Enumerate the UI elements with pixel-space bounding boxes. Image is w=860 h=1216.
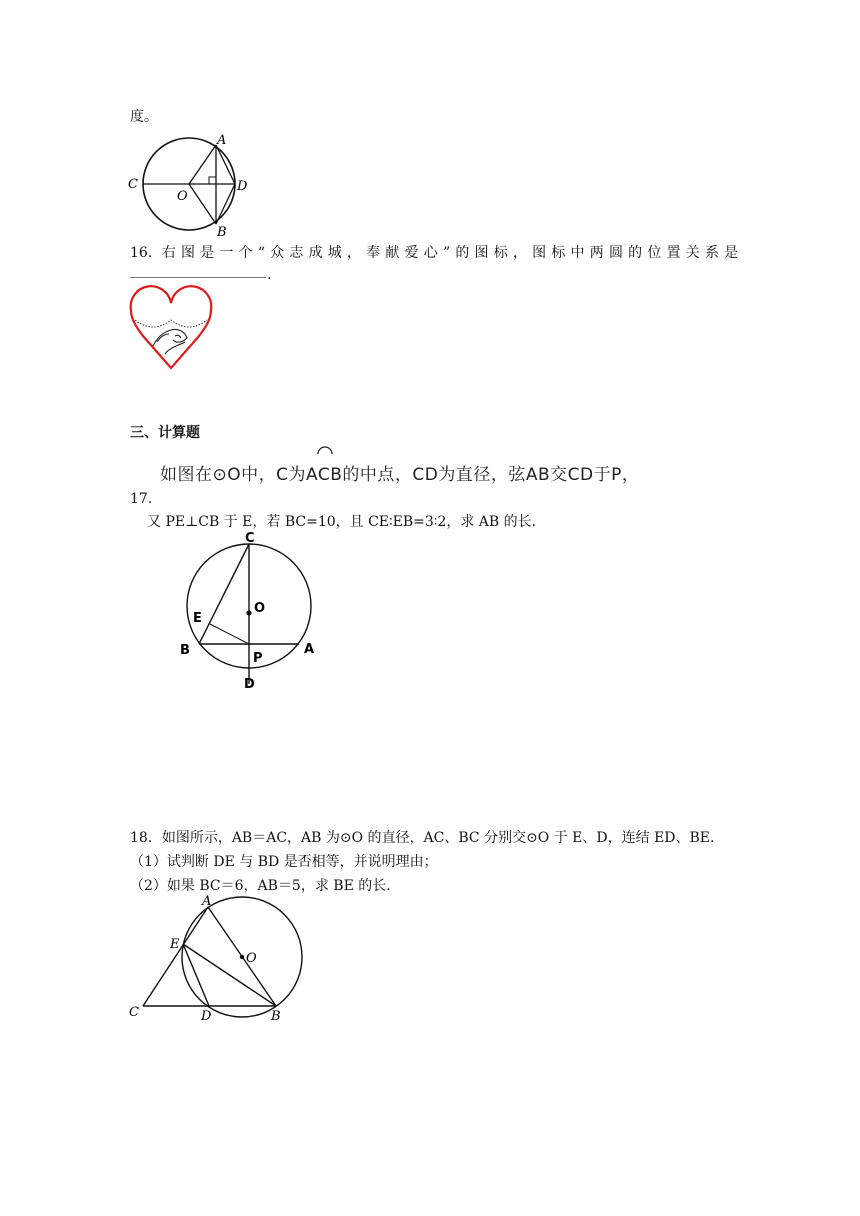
q15-line-oa (189, 145, 216, 184)
q18-line-ac (143, 907, 208, 1006)
q17-label-d: D (244, 677, 255, 692)
q17-label-c: C (245, 532, 255, 546)
q17-label-p: P (253, 651, 263, 666)
heart-outline (131, 286, 212, 368)
q16-answer-blank (130, 277, 266, 278)
q15-line-ob (189, 184, 216, 224)
q15-label-o: O (177, 189, 188, 204)
q15-label-b: B (217, 225, 227, 240)
q18-label-c: C (129, 1005, 139, 1020)
q15-right-angle-mark (209, 177, 216, 184)
heart-logo (127, 284, 217, 374)
q15-label-a: A (217, 133, 227, 148)
q17-line2: 又 PE⊥CB 于 E，若 BC=10，且 CE∶EB=3∶2，求 AB 的长. (147, 514, 537, 530)
q18-center-dot (240, 955, 244, 959)
q17-number: 17． (130, 491, 162, 507)
q18-label-a: A (202, 894, 212, 909)
q17-label-b: B (180, 643, 190, 658)
q17-figure (170, 532, 330, 692)
heart-dotted-arcs (135, 320, 207, 327)
q17-label-o: O (254, 601, 266, 616)
q15-line-bd (216, 184, 235, 224)
q18-figure (125, 892, 315, 1024)
q18-label-e: E (170, 937, 180, 952)
q16-number: 16． (130, 245, 162, 261)
q18-label-d: D (201, 1009, 212, 1024)
q18-line3: （2）如果 BC＝6，AB＝5，求 BE 的长. (130, 878, 391, 894)
arc-mark-icon (315, 444, 335, 456)
q17-label-e: E (193, 611, 202, 626)
q15-figure (120, 130, 260, 240)
q17-center-dot (246, 610, 251, 615)
q18-label-o: O (246, 951, 257, 966)
q15-line-ad (216, 145, 235, 184)
q16-end: . (267, 267, 272, 283)
q18-label-b: B (271, 1009, 281, 1024)
q18-line2: （1）试判断 DE 与 BD 是否相等，并说明理由； (130, 854, 438, 870)
q18-line1: 18．如图所示，AB＝AC，AB 为⊙O 的直径，AC、BC 分别交⊙O 于 E、D，连结 ED、BE. (130, 830, 715, 846)
hands-drawing (153, 329, 187, 354)
q16-text: 右图是一个“众志成城，奉献爱心”的图标，图标中两圆的位置关系是 (161, 245, 744, 261)
q15-tail-text: 度。 (130, 109, 158, 125)
q17-line-pe (210, 624, 249, 644)
q15-label-d: D (237, 179, 248, 194)
q17-line-cb (199, 544, 249, 644)
q17-label-a: A (304, 642, 315, 657)
section-title: 三、计算题 (130, 425, 200, 441)
q15-label-c: C (128, 177, 138, 192)
q16-line (130, 244, 743, 262)
q17-scanned-line: 如图在⊙O中，C为ACB的中点，CD为直径，弦AB交CD于P， (160, 465, 640, 485)
